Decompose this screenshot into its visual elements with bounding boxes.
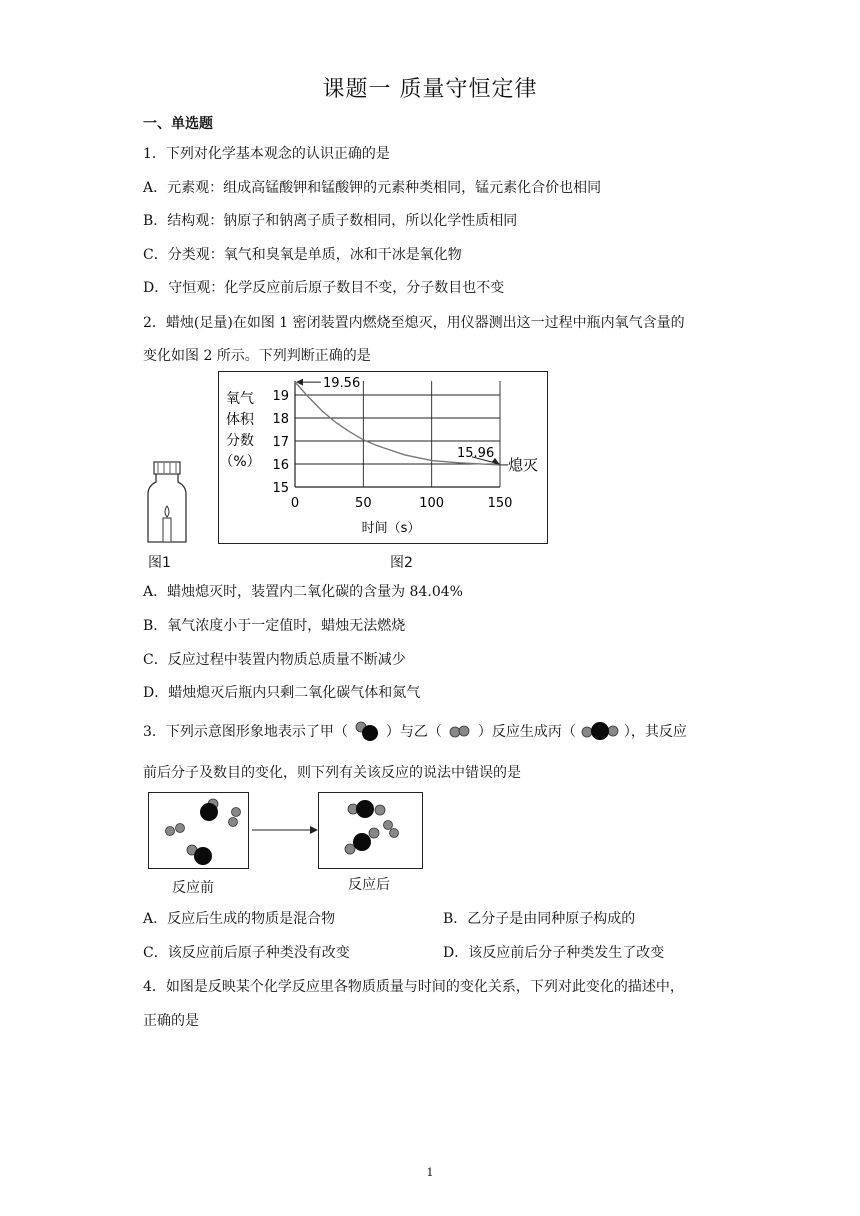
reaction-diagram (148, 792, 428, 872)
q2-option-a: A．蜡烛熄灭时，装置内二氧化碳的含量为 84.04% (143, 584, 463, 600)
q3-stem-pre: 3．下列示意图形象地表示了甲（ (143, 724, 348, 740)
page-title: 课题一 质量守恒定律 (322, 77, 538, 102)
bing-molecule-1 (356, 800, 374, 818)
q4-stem-line2: 正确的是 (143, 1013, 199, 1029)
after-label: 反应后 (348, 877, 390, 893)
q3-stem-post: ），其反应 (623, 724, 687, 740)
q1-option-a: A．元素观：组成高锰酸钾和锰酸钾的元素种类相同，锰元素化合价也相同 (143, 180, 602, 196)
q3-option-d: D．该反应前后分子种类发生了改变 (443, 945, 665, 961)
y-axis-label-line: 分数 (226, 433, 254, 449)
molecule-bing-icon (580, 720, 620, 742)
q3-option-a: A．反应后生成的物质是混合物 (143, 911, 336, 927)
q3-stem-line2: 前后分子及数目的变化，则下列有关该反应的说法中错误的是 (143, 765, 521, 781)
molecule-yi-icon (446, 722, 474, 740)
y-axis-label-line: 氧气 (226, 391, 254, 407)
q1-option-c: C．分类观：氧气和臭氧是单质，冰和干冰是氧化物 (143, 247, 462, 263)
x-tick-label: 50 (355, 496, 372, 511)
y-tick-label: 15 (272, 481, 289, 496)
x-tick-label: 150 (487, 496, 513, 511)
q1-option-b: B．结构观：钠原子和钠离子质子数相同，所以化学性质相同 (143, 213, 518, 229)
yi-molecule-leftover (384, 821, 393, 830)
extinguish-label: 熄灭 (508, 455, 539, 474)
y-tick-label: 17 (272, 435, 289, 450)
q3-stem-mid1: ）与乙（ (385, 724, 442, 740)
q1-stem: 1．下列对化学基本观念的认识正确的是 (143, 146, 390, 162)
q3-option-c: C．该反应前后原子种类没有改变 (143, 945, 350, 961)
yi-molecule-2 (232, 808, 241, 817)
fig1-label: 图1 (148, 555, 171, 571)
jia-molecule-2 (194, 847, 212, 865)
y-tick-label: 19 (272, 389, 289, 404)
y-tick-label: 18 (272, 412, 289, 427)
before-label: 反应前 (172, 880, 214, 896)
q4-stem-line1: 4．如图是反映某个化学反应里各物质质量与时间的变化关系，下列对此变化的描述中， (143, 979, 684, 995)
y-tick-label: 16 (272, 458, 289, 473)
q2-option-b: B．氧气浓度小于一定值时，蜡烛无法燃烧 (143, 618, 406, 634)
end-value-label: 15.96 (457, 445, 495, 461)
q2-stem-line1: 2．蜡烛(足量)在如图 1 密闭装置内燃烧至熄灭，用仪器测出这一过程中瓶内氧气含量的 (143, 315, 685, 331)
molecule-jia-icon (352, 720, 382, 742)
x-tick-label: 100 (419, 496, 445, 511)
fig2-label: 图2 (390, 555, 413, 571)
x-axis-label: 时间（s） (361, 521, 421, 536)
start-value-label: 19.56 (323, 376, 361, 392)
chart-frame (219, 372, 548, 544)
page-number: 1 (426, 1166, 434, 1179)
yi-molecule-1 (166, 827, 175, 836)
q2-option-d: D．蜡烛熄灭后瓶内只剩二氧化碳气体和氮气 (143, 685, 421, 701)
q1-option-d: D．守恒观：化学反应前后原子数目不变，分子数目也不变 (143, 280, 505, 296)
candle (163, 518, 171, 542)
q2-option-c: C．反应过程中装置内物质总质量不断减少 (143, 652, 406, 668)
y-axis-label-line: （%） (219, 454, 261, 470)
x-tick-label: 0 (290, 496, 300, 511)
section-heading: 一、单选题 (143, 116, 213, 132)
q3-option-b: B．乙分子是由同种原子构成的 (443, 911, 636, 927)
q3-stem-line1 (143, 720, 687, 742)
q2-stem-line2: 变化如图 2 所示。下列判断正确的是 (143, 348, 371, 364)
flame-icon (165, 506, 169, 517)
bing-molecule-2 (353, 833, 371, 851)
fig2-oxygen-chart (218, 371, 548, 545)
fig1-candle-jar (140, 458, 200, 548)
q3-stem-mid2: ）反应生成丙（ (477, 724, 576, 740)
jia-molecule-1 (200, 803, 218, 821)
y-axis-label-line: 体积 (226, 412, 254, 428)
